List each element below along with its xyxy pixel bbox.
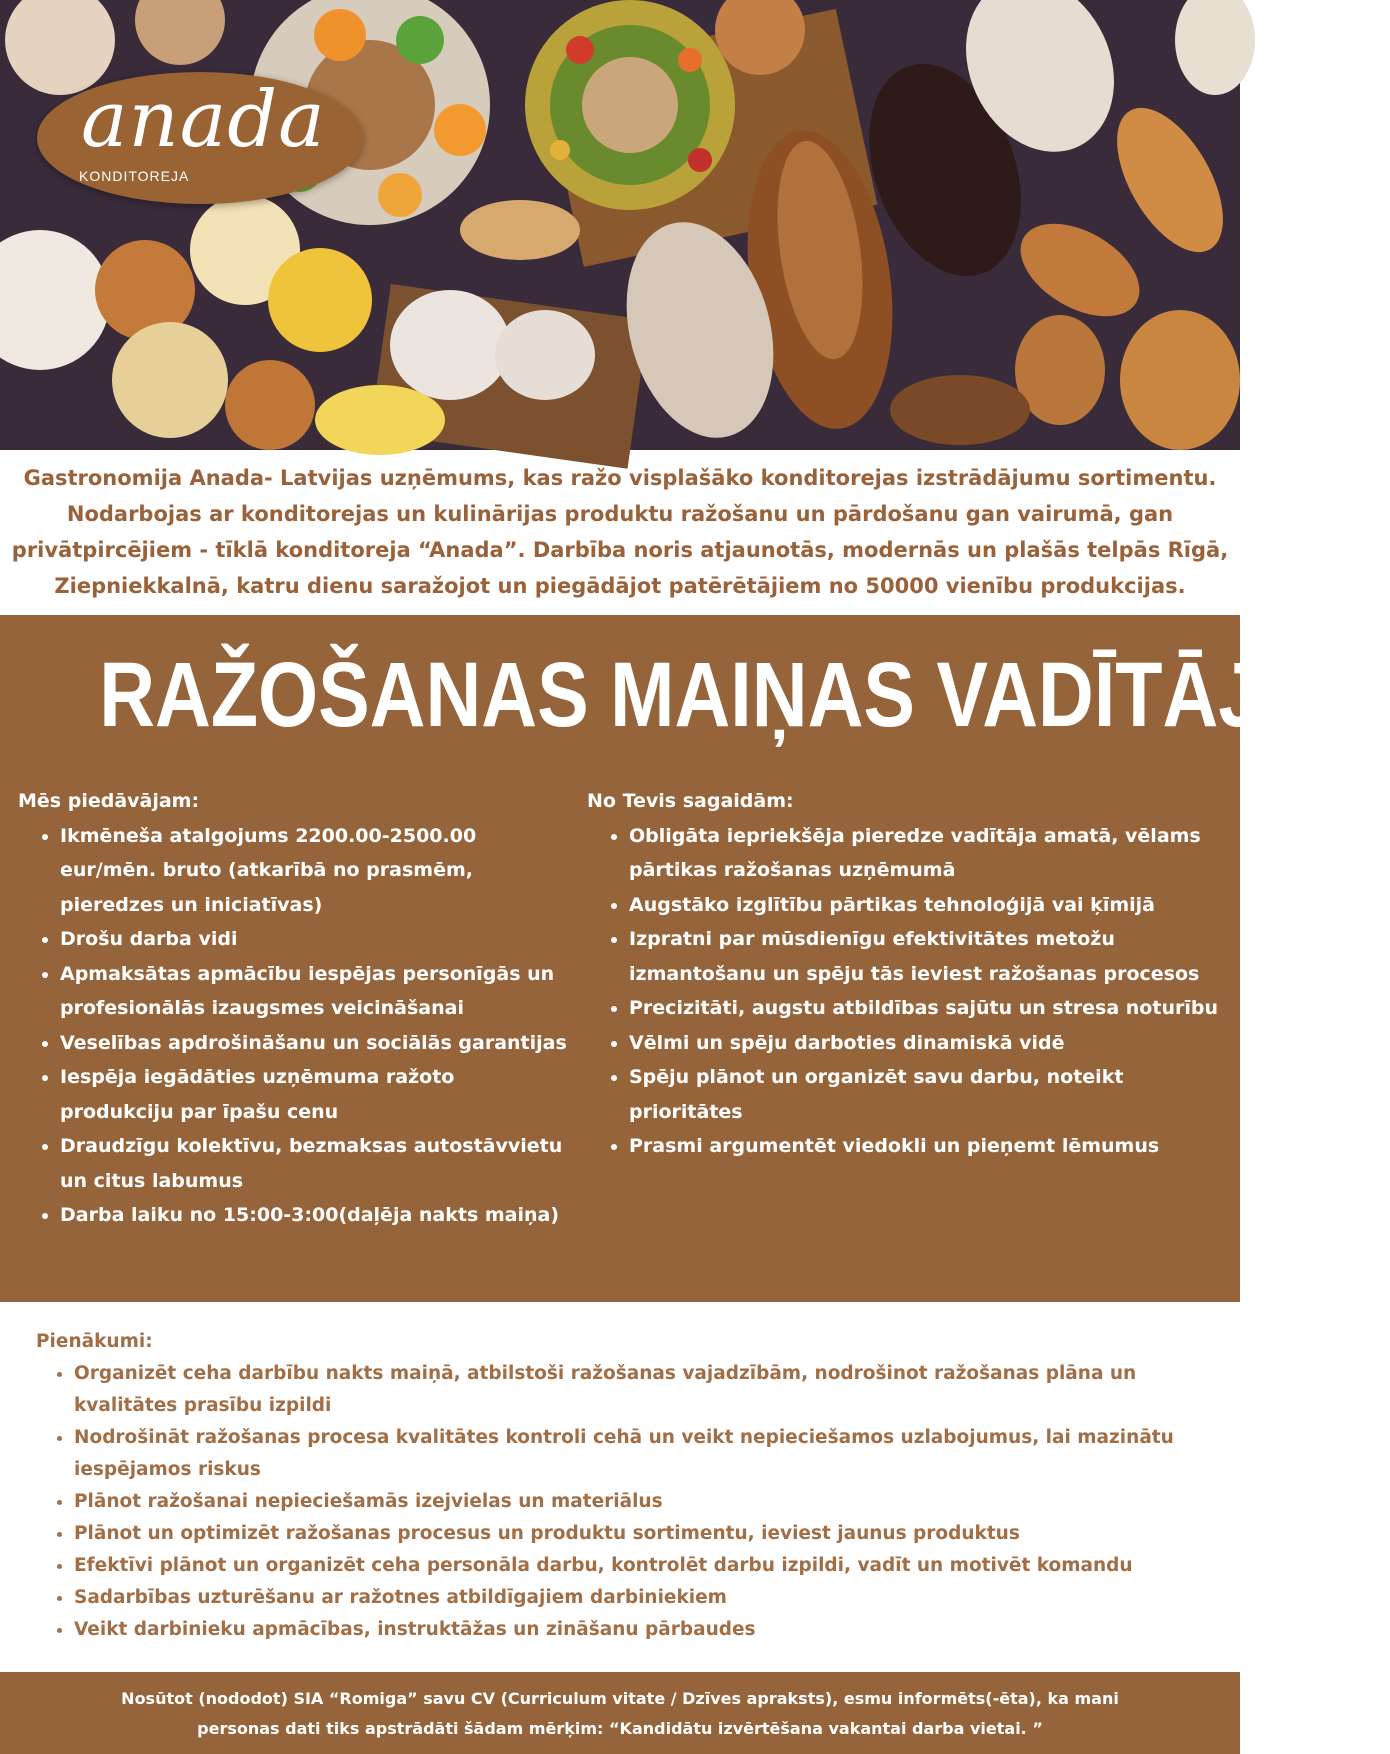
- pastries-illustration: [0, 0, 1240, 450]
- list-item: • Darba laiku no 15:00-3:00(daļēja nakts maiņa): [60, 1198, 573, 1233]
- list-item: • Drošu darba vidi: [60, 922, 573, 957]
- anada-logo: [37, 72, 363, 204]
- requirements-list: [587, 819, 1227, 1164]
- list-item: • Veselības apdrošināšanu un sociālās garantijas: [60, 1026, 573, 1061]
- list-item: • Vēlmi un spēju darboties dinamiskā vidē: [629, 1026, 1227, 1061]
- list-item: • Iespēja iegādāties uzņēmuma ražoto produkciju par īpašu cenu: [60, 1060, 573, 1129]
- list-item: • Augstāko izglītību pārtikas tehnoloģijā vai ķīmijā: [629, 888, 1227, 923]
- offer-section: [18, 784, 573, 1233]
- requirements-title: No Tevis sagaidām:: [587, 790, 794, 812]
- duties-list: [36, 1358, 1216, 1646]
- offer-title: Mēs piedāvājam:: [18, 790, 200, 812]
- logo-subtitle: KONDITOREJA: [79, 168, 190, 184]
- privacy-notice: Nosūtot (nododot) SIA “Romiga” savu CV (Curriculum vitate / Dzīves apraksts), esmu informēts(-ēta), ka mani personas dati tiks apstrādāti šādam mērķim: “Kandidātu izvērtēšana vakantai darba vietai. ”: [121, 1689, 1119, 1738]
- list-item: • Prasmi argumentēt viedokli un pieņemt lēmumus: [629, 1129, 1227, 1164]
- list-item: • Efektīvi plānot un organizēt ceha personāla darbu, kontrolēt darbu izpildi, vadīt un motivēt komandu: [74, 1550, 1216, 1582]
- list-item: • Ikmēneša atalgojums 2200.00-2500.00 eur/mēn. bruto (atkarībā no prasmēm, pieredzes un iniciatīvas): [60, 819, 573, 923]
- list-item: • Obligāta iepriekšēja pieredze vadītāja amatā, vēlams pārtikas ražošanas uzņēmumā: [629, 819, 1227, 888]
- hero-photo: [0, 0, 1240, 450]
- offer-list: [18, 819, 573, 1233]
- list-item: • Organizēt ceha darbību nakts maiņā, atbilstoši ražošanas vajadzībām, nodrošinot ražošanas plāna un kvalitātes prasību izpildi: [74, 1358, 1216, 1422]
- duties-title: Pienākumi:: [36, 1331, 153, 1352]
- job-title-headline: RAŽOŠANAS MAIŅAS VADĪTĀJS/A: [99, 644, 1390, 746]
- list-item: • Sadarbības uzturēšanu ar ražotnes atbildīgajiem darbiniekiem: [74, 1582, 1216, 1614]
- list-item: • Plānot ražošanai nepieciešamās izejvielas un materiālus: [74, 1486, 1216, 1518]
- list-item: • Plānot un optimizēt ražošanas procesus un produktu sortimentu, ieviest jaunus produktus: [74, 1518, 1216, 1550]
- list-item: • Spēju plānot un organizēt savu darbu, noteikt prioritātes: [629, 1060, 1227, 1129]
- privacy-footer: [0, 1672, 1240, 1754]
- list-item: • Draudzīgu kolektīvu, bezmaksas autostāvvietu un citus labumus: [60, 1129, 573, 1198]
- list-item: • Apmaksātas apmācību iespējas personīgās un profesionālās izaugsmes veicināšanai: [60, 957, 573, 1026]
- list-item: • Veikt darbinieku apmācības, instruktāžas un zināšanu pārbaudes: [74, 1614, 1216, 1646]
- list-item: • Precizitāti, augstu atbildības sajūtu un stresa noturību: [629, 991, 1227, 1026]
- company-intro: Gastronomija Anada- Latvijas uzņēmums, kas ražo visplašāko konditorejas izstrādājumu sortimentu. Nodarbojas ar konditorejas un kulinārijas produktu ražošanu un pārdošanu gan vairumā, gan privātpircējiem - tīklā konditoreja “Anada”. Darbība noris atjaunotās, modernās un plašās telpās Rīgā, Ziepniekkalnā, katru dienu saražojot un piegādājot patērētājiem no 50000 vienību produkcijas.: [11, 466, 1229, 598]
- list-item: • Nodrošināt ražošanas procesa kvalitātes kontroli cehā un veikt nepieciešamos uzlabojumus, lai mazinātu iespējamos riskus: [74, 1422, 1216, 1486]
- duties-section: [36, 1326, 1216, 1646]
- requirements-section: [587, 784, 1227, 1164]
- list-item: • Izpratni par mūsdienīgu efektivitātes metožu izmantošanu un spēju tās ieviest ražošanas procesos: [629, 922, 1227, 991]
- logo-wordmark: anada: [81, 75, 326, 165]
